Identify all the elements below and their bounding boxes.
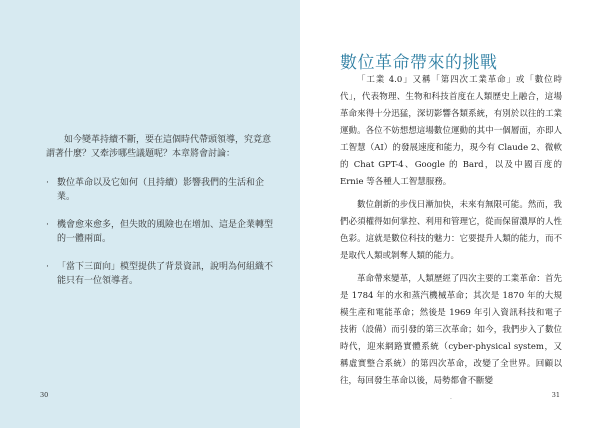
intro-paragraph: 如今變革持續不斷，要在這個時代帶頭領導，究竟意謂著什麼？又牽涉哪些議題呢？本章將會討論： [46,135,272,159]
section-title: 數位革命帶來的挑戰 [340,53,498,73]
body-paragraph: 「工業 4.0」又稱「第四次工業革命」或「數位時代」，代表物理、生物和科技首度在人類歷史上融合，這場革命來得十分迅猛，深切影響各類系統，有別於以往的工業運動。各位不妨想想這場數位運動的其中一個層面，亦即人工智慧（AI）的發展速度和能力，現今有 Claude 2、微軟的 Chat GPT-4、Google 的 Bard，以及中國百度的 Ernie 等各種人工智慧服務。 [340,75,562,187]
topic-text: 數位革命以及它如何（且持續）影響我們的生活和企業。 [57,178,265,202]
topic-item [46,218,278,246]
right-page [300,0,600,428]
body-text [340,72,562,396]
topic-item [46,176,278,204]
topic-item [46,260,278,288]
bullet-icon: · [46,178,49,188]
bullet-icon: · [46,262,49,272]
footer-mark: . [450,394,452,401]
body-paragraph: 數位創新的步伐日漸加快，未來有無限可能。然而，我們必須權得如何掌控、利用和管理它，從而保留濃厚的人性色彩。這就是數位科技的魅力：它要提升人類的能力，而不是取代人類或剝奪人類的能力。 [340,200,562,261]
topic-text: 「當下三面向」模型提供了背景資訊，說明為何組織不能只有一位領導者。 [57,262,274,286]
page-number-right: 31 [551,391,560,399]
topic-list [46,176,278,288]
bullet-icon: · [46,220,49,230]
body-paragraph: 革命帶來變革，人類歷經了四次主要的工業革命：首先是 1784 年的水和蒸汽機械革命；其次是 1870 年的大規模生產和電能革命；然後是 1969 年引入資訊科技和電子技術（設備）而引發的第三次革命；如今，我們步入了數位時代，迎來網路實體系統（cyber-physical system，又稱虛實整合系統）的第四次革命，改變了全世界。回顧以往，每回發生革命以後，局勢都會不斷變 [340,274,562,386]
topic-text: 機會愈來愈多，但失敗的風險也在增加、這是企業轉型的一體兩面。 [57,220,274,244]
chapter-intro [46,133,278,302]
page-number-left: 30 [40,391,49,399]
